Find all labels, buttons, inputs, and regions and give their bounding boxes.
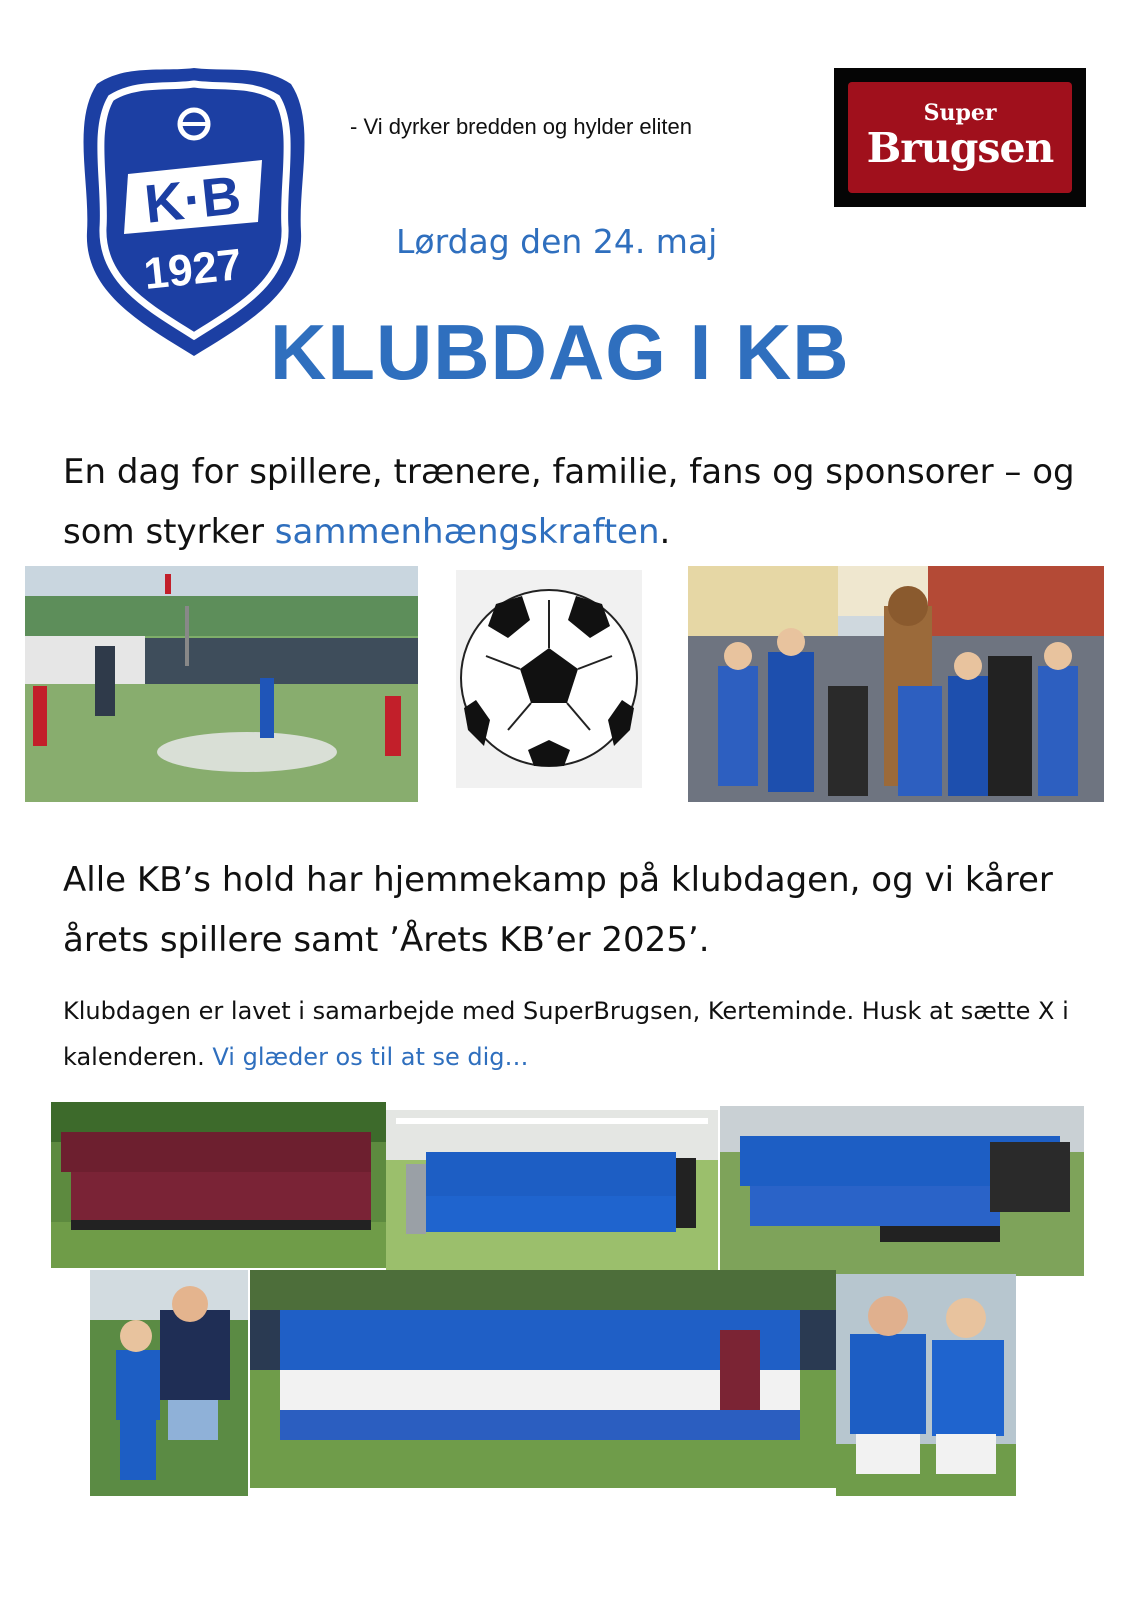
football-image xyxy=(456,570,642,788)
intro-text-part1: En dag for spillere, trænere, familie, fans og sponsorer – og som styrker xyxy=(63,452,1075,552)
headline: KLUBDAG I KB xyxy=(270,308,850,396)
sponsor-line1: Super xyxy=(923,100,997,126)
photo-senior-men-team xyxy=(386,1110,718,1270)
sponsor-line2: Brugsen xyxy=(866,124,1054,172)
body-paragraph-2 xyxy=(63,988,1103,1080)
photo-women-team xyxy=(51,1102,386,1268)
photo-street-football xyxy=(25,566,418,802)
superbrugsen-logo xyxy=(834,68,1086,207)
photo-boy-with-coach xyxy=(90,1270,248,1496)
photo-youth-team xyxy=(250,1270,836,1488)
intro-text-part2: . xyxy=(659,512,671,552)
intro-highlight: sammenhængskraften xyxy=(274,512,660,552)
photo-two-players xyxy=(836,1274,1016,1496)
tagline: - Vi dyrker bredden og hylder eliten xyxy=(350,114,693,139)
photo-youth-players-mascot xyxy=(688,566,1104,802)
logo-year: 1927 xyxy=(141,240,244,299)
intro-text xyxy=(63,442,1103,562)
body-paragraph-2-text: Klubdagen er lavet i samarbejde med SuperBrugsen, Kerteminde. Husk at sætte X i kalenderen. xyxy=(63,997,1069,1071)
body-paragraph-2-highlight: Vi glæder os til at se dig… xyxy=(212,1043,529,1071)
photo-team-with-supporters xyxy=(720,1106,1084,1276)
event-date: Lørdag den 24. maj xyxy=(396,222,718,261)
body-paragraph-1: Alle KB’s hold har hjemmekamp på klubdagen, og vi kårer årets spillere samt ’Årets KB’er 2025’. xyxy=(63,860,1053,960)
logo-letters: K·B xyxy=(141,165,244,235)
